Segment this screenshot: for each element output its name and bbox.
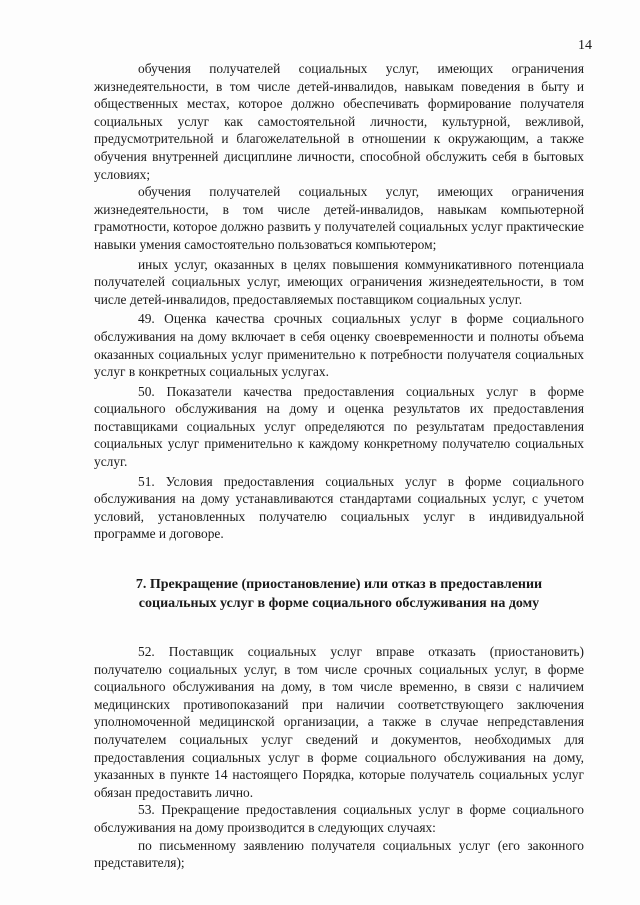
section-heading-line: 7. Прекращение (приостановление) или отказ в предоставлении (135, 577, 543, 593)
paragraph: 52. Поставщик социальных услуг вправе отказать (приостановить) получателю социальных услуг, в том числе срочных социальных услуг, в форме социального обслуживания на дому, в том числе временно, в связи с наличием медицинских противопоказаний при наличии соответствующего заключения уполномоченной медицинской организации, а также в случае непредставления получателем социальных услуг сведений и документов, необходимых для предоставления социальных услуг в форме социального обслуживания на дому, указанных в пункте 14 настоящего Порядка, которые получатель социальных услуг обязан предоставить лично. (94, 644, 584, 800)
paragraph: 51. Условия предоставления социальных услуг в форме социального обслуживания на дому устанавливаются стандартами социальных услуг, с учетом условий, установленных получателю социальных услуг в индивидуальной программе и договоре. (94, 473, 584, 542)
document-body (94, 60, 584, 872)
paragraph: обучения получателей социальных услуг, имеющих ограничения жизнедеятельности, в том числе детей-инвалидов, навыкам компьютерной грамотности, которое должно развить у получателей социальных услуг практические навыки умения самостоятельно пользоваться компьютером; (94, 184, 584, 252)
paragraph: 53. Прекращение предоставления социальных услуг в форме социального обслуживания на дому производится в следующих случаях: (94, 802, 584, 835)
page-number: 14 (578, 38, 592, 53)
paragraph: 50. Показатели качества предоставления социальных услуг в форме социального обслуживания на дому и оценка результатов их предоставления поставщиками социальных услуг определяются по результатам предоставления социальных услуг применительно к каждому конкретному получателю социальных услуг. (94, 383, 584, 470)
section-heading (94, 575, 584, 613)
paragraph: по письменному заявлению получателя социальных услуг (его законного представителя); (94, 837, 584, 871)
section-heading-line: социальных услуг в форме социального обслуживания на дому (138, 596, 540, 612)
paragraph: 49. Оценка качества срочных социальных услуг в форме социального обслуживания на дому включает в себя оценку своевременности и полноты объема оказанных социальных услуг применительно к потребности получателя социальных услуг в конкретных социальных услугах. (94, 311, 584, 380)
paragraph: иных услуг, оказанных в целях повышения коммуникативного потенциала получателей социальных услуг, имеющих ограничения жизнедеятельности, в том числе детей-инвалидов, предоставляемых поставщиком социальных услуг. (94, 256, 584, 307)
paragraph: обучения получателей социальных услуг, имеющих ограничения жизнедеятельности, в том числе детей-инвалидов, навыкам поведения в быту и общественных местах, которое должно обеспечивать формирование получателя социальных услуг как самостоятельной личности, культурной, вежливой, предусмотрительной и благожелательной в отношении к окружающим, а также обучения внутренней дисциплине личности, способной обслужить себя в бытовых условиях; (94, 61, 584, 182)
